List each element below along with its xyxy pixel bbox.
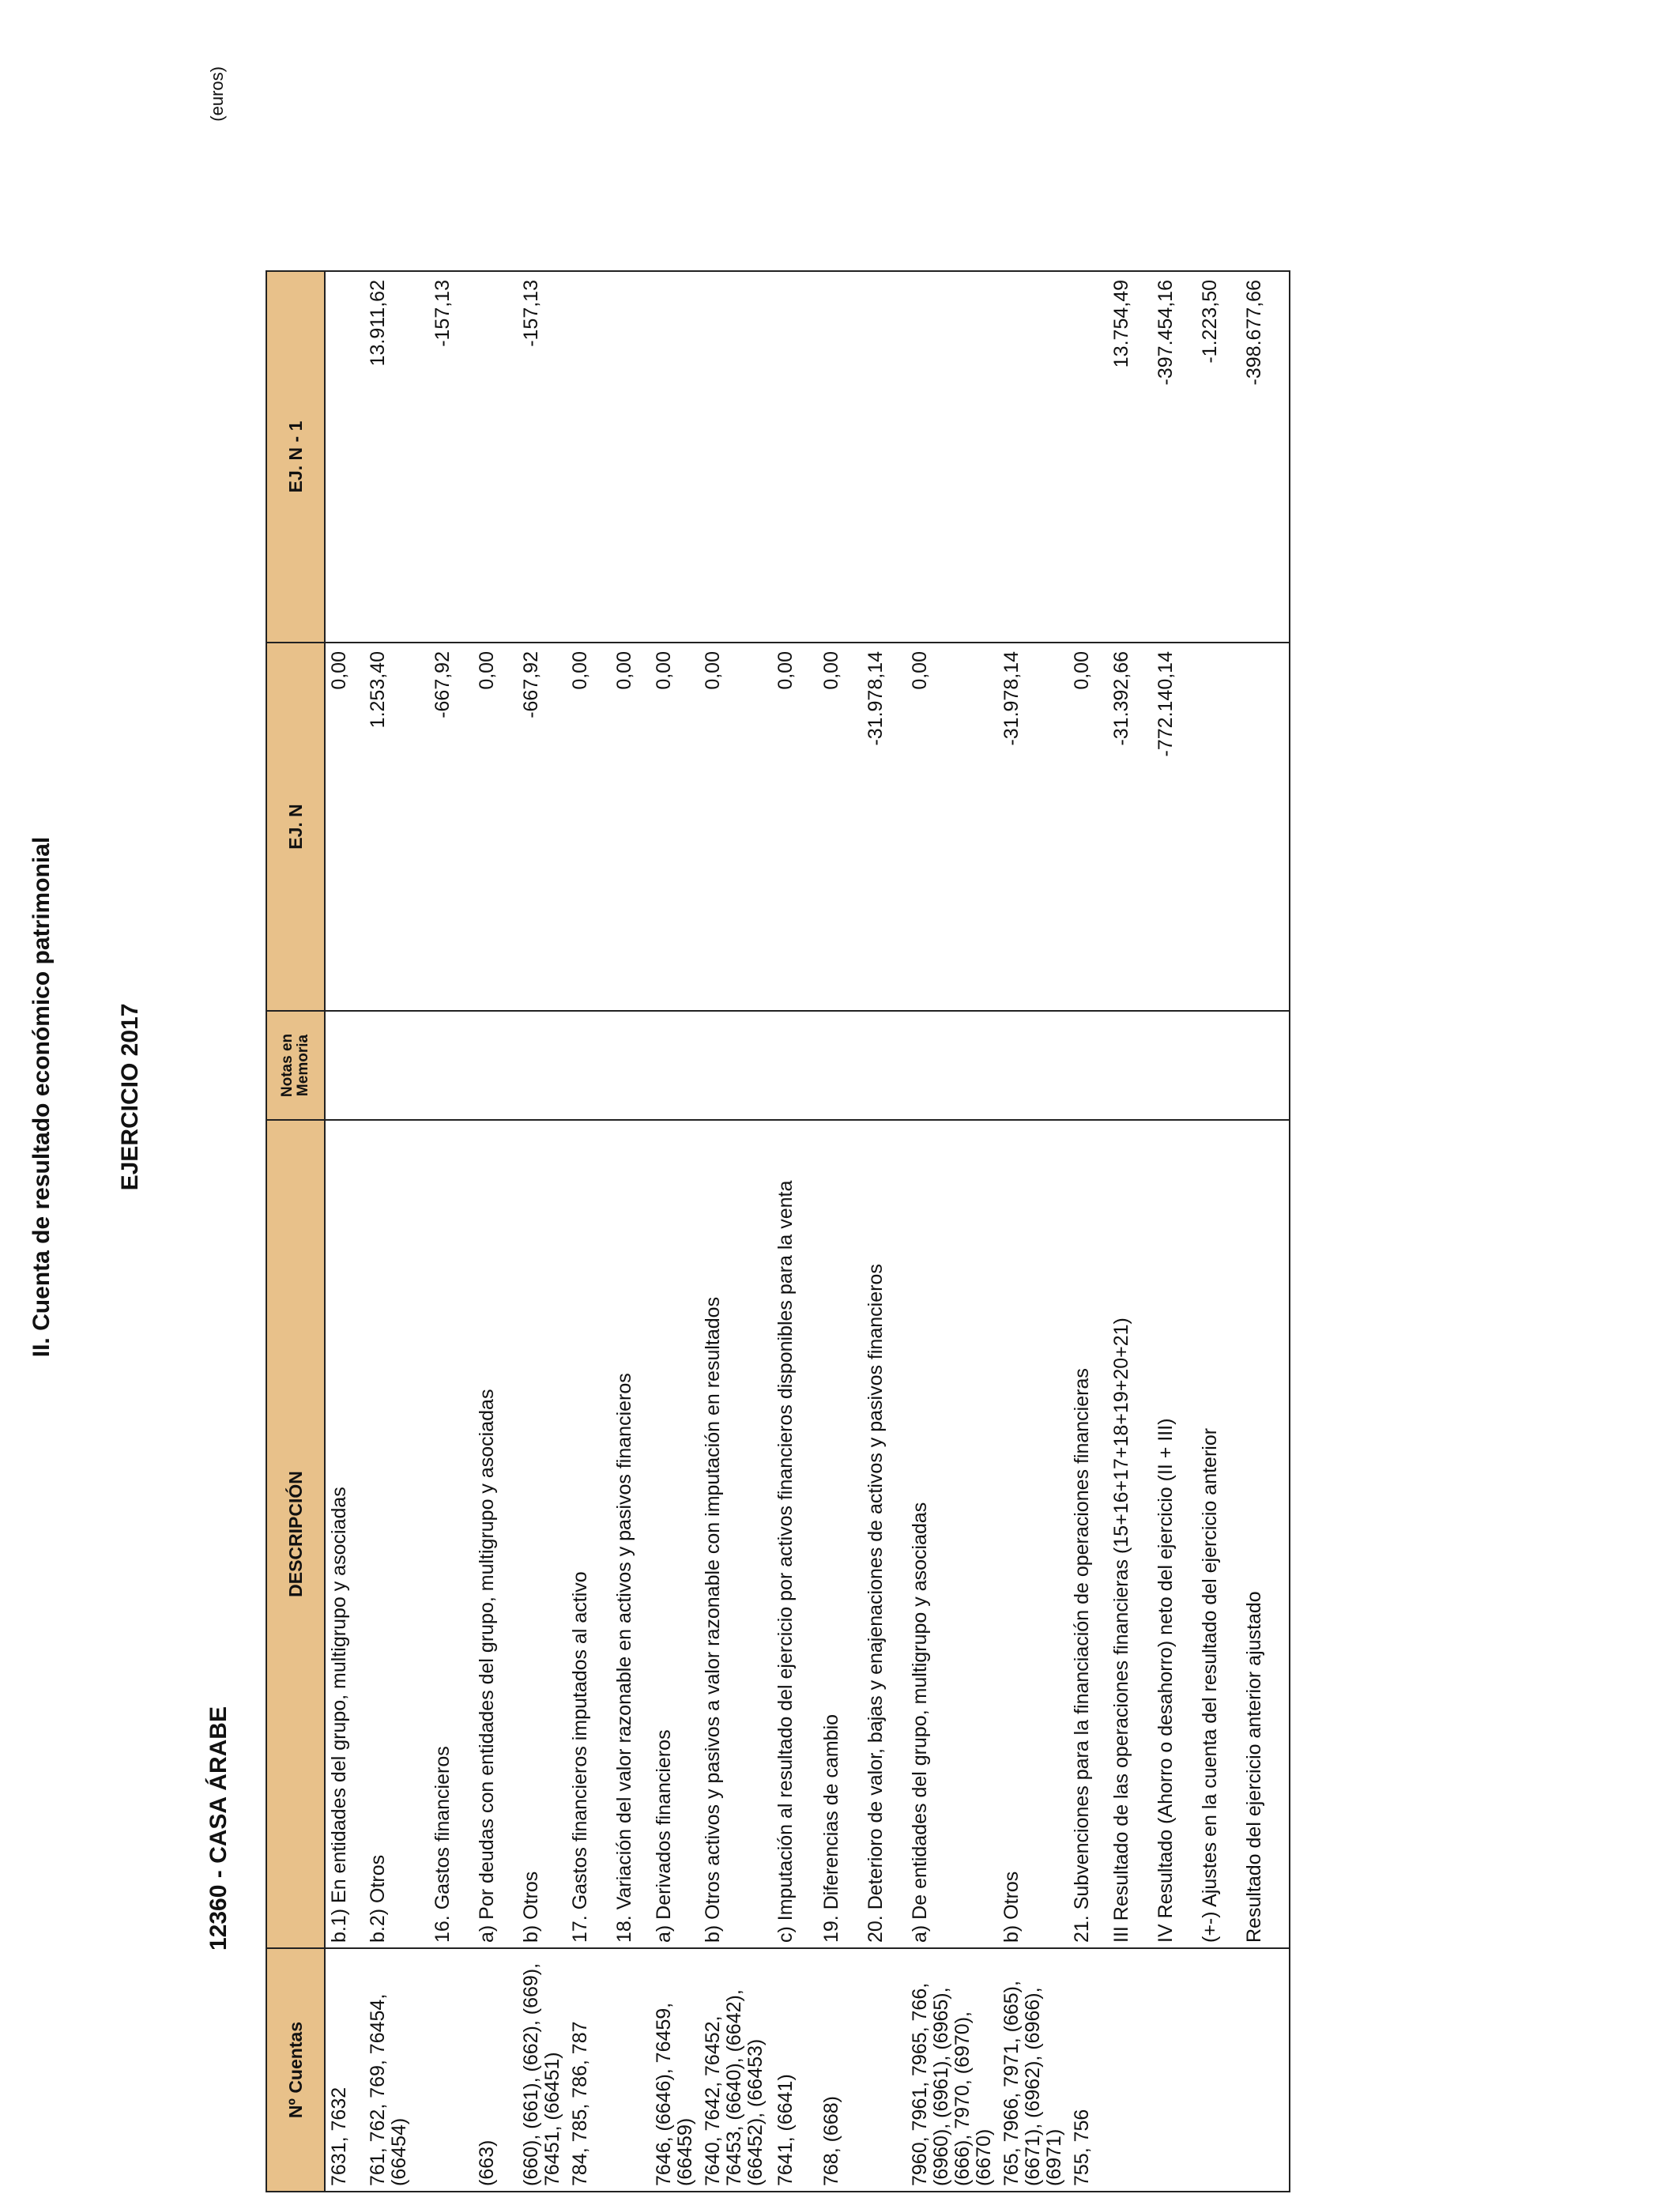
notes-cell <box>862 1011 906 1120</box>
previous-year-value-cell: -398.677,66 <box>1241 271 1290 643</box>
previous-year-value-cell: 13.911,62 <box>364 271 429 643</box>
table-row <box>1196 271 1241 2192</box>
previous-year-value-cell <box>818 271 862 643</box>
current-year-value-cell: -31.392,66 <box>1108 643 1152 1011</box>
notes-cell <box>429 1011 473 1120</box>
description-cell: 16. Gastos financieros <box>429 1120 473 1948</box>
previous-year-value-cell: -1.223,50 <box>1196 271 1241 643</box>
account-codes-cell <box>862 1948 906 2192</box>
description-cell: b.2) Otros <box>364 1120 429 1948</box>
notes-cell <box>1068 1011 1108 1120</box>
account-codes-cell: 7631, 7632 <box>325 1948 364 2192</box>
account-codes-cell <box>429 1948 473 2192</box>
page-title: II. Cuenta de resultado económico patrimonial <box>28 836 55 1358</box>
previous-year-value-cell <box>1068 271 1108 643</box>
table-row <box>650 271 699 2192</box>
description-cell: c) Imputación al resultado del ejercicio por activos financieros disponibles para la venta <box>772 1120 818 1948</box>
table-row <box>364 271 429 2192</box>
table-row <box>611 271 650 2192</box>
table-row <box>325 271 364 2192</box>
current-year-value-cell: -31.978,14 <box>998 643 1068 1011</box>
account-codes-cell: (663) <box>473 1948 518 2192</box>
table-row <box>998 271 1068 2192</box>
column-header-accounts: Nº Cuentas <box>266 1948 325 2192</box>
previous-year-value-cell <box>699 271 772 643</box>
notes-cell <box>364 1011 429 1120</box>
description-cell: (+-) Ajustes en la cuenta del resultado del ejercicio anterior <box>1196 1120 1241 1948</box>
column-header-notes: Notas en Memoria <box>266 1011 325 1120</box>
previous-year-value-cell <box>611 271 650 643</box>
description-cell: 19. Diferencias de cambio <box>818 1120 862 1948</box>
table-row <box>518 271 567 2192</box>
table-header-row <box>266 271 325 2192</box>
description-cell: a) De entidades del grupo, multigrupo y asociadas <box>906 1120 998 1948</box>
table-row <box>567 271 611 2192</box>
current-year-value-cell: -667,92 <box>429 643 473 1011</box>
current-year-value-cell: 0,00 <box>567 643 611 1011</box>
notes-cell <box>325 1011 364 1120</box>
description-cell: b.1) En entidades del grupo, multigrupo y asociadas <box>325 1120 364 1948</box>
table-row <box>473 271 518 2192</box>
income-statement-table <box>266 270 1290 2192</box>
description-cell: III Resultado de las operaciones financieras (15+16+17+18+19+20+21) <box>1108 1120 1152 1948</box>
description-cell: 17. Gastos financieros imputados al activo <box>567 1120 611 1948</box>
description-cell: Resultado del ejercicio anterior ajustado <box>1241 1120 1290 1948</box>
table-row <box>1108 271 1152 2192</box>
account-codes-cell <box>611 1948 650 2192</box>
table-row <box>818 271 862 2192</box>
account-codes-cell: 784, 785, 786, 787 <box>567 1948 611 2192</box>
account-codes-cell: 7641, (6641) <box>772 1948 818 2192</box>
previous-year-value-cell <box>998 271 1068 643</box>
notes-cell <box>818 1011 862 1120</box>
table-row <box>1068 271 1108 2192</box>
table-row <box>699 271 772 2192</box>
previous-year-value-cell <box>650 271 699 643</box>
table-row <box>862 271 906 2192</box>
table-row <box>772 271 818 2192</box>
previous-year-value-cell <box>862 271 906 643</box>
notes-cell <box>772 1011 818 1120</box>
table-row <box>429 271 473 2192</box>
notes-cell <box>906 1011 998 1120</box>
notes-cell <box>1108 1011 1152 1120</box>
previous-year-value-cell <box>473 271 518 643</box>
notes-cell <box>1196 1011 1241 1120</box>
notes-cell <box>518 1011 567 1120</box>
previous-year-value-cell <box>325 271 364 643</box>
current-year-value-cell: 0,00 <box>650 643 699 1011</box>
column-header-previous-year: EJ. N - 1 <box>266 271 325 643</box>
notes-cell <box>998 1011 1068 1120</box>
notes-cell <box>650 1011 699 1120</box>
description-cell: 21. Subvenciones para la financiación de operaciones financieras <box>1068 1120 1108 1948</box>
fiscal-year-heading: EJERCICIO 2017 <box>117 1003 143 1191</box>
account-codes-cell: 7960, 7961, 7965, 766, (6960), (6961), (6965), (666), 7970, (6970), (6670) <box>906 1948 998 2192</box>
column-header-description: DESCRIPCIÓN <box>266 1120 325 1948</box>
entity-name: 12360 - CASA ÁRABE <box>205 1706 232 1951</box>
account-codes-cell <box>1108 1948 1152 2192</box>
table-row <box>1152 271 1196 2192</box>
previous-year-value-cell: -397.454,16 <box>1152 271 1196 643</box>
account-codes-cell <box>1196 1948 1241 2192</box>
current-year-value-cell: 0,00 <box>699 643 772 1011</box>
current-year-value-cell <box>1241 643 1290 1011</box>
account-codes-cell: 765, 7966, 7971, (665), (6671), (6962), (6966), (6971) <box>998 1948 1068 2192</box>
account-codes-cell: 7646, (6646), 76459, (66459) <box>650 1948 699 2192</box>
description-cell: a) Por deudas con entidades del grupo, multigrupo y asociadas <box>473 1120 518 1948</box>
account-codes-cell <box>1241 1948 1290 2192</box>
description-cell: b) Otros activos y pasivos a valor razonable con imputación en resultados <box>699 1120 772 1948</box>
current-year-value-cell: -772.140,14 <box>1152 643 1196 1011</box>
account-codes-cell: 7640, 7642, 76452, 76453, (6640), (6642), (66452), (66453) <box>699 1948 772 2192</box>
notes-cell <box>567 1011 611 1120</box>
current-year-value-cell: 0,00 <box>1068 643 1108 1011</box>
description-cell: b) Otros <box>518 1120 567 1948</box>
description-cell: IV Resultado (Ahorro o desahorro) neto del ejercicio (II + III) <box>1152 1120 1196 1948</box>
currency-units: (euros) <box>207 66 227 122</box>
previous-year-value-cell <box>906 271 998 643</box>
description-cell: 20. Deterioro de valor, bajas y enajenaciones de activos y pasivos financieros <box>862 1120 906 1948</box>
account-codes-cell: 761, 762, 769, 76454, (66454) <box>364 1948 429 2192</box>
current-year-value-cell: 0,00 <box>906 643 998 1011</box>
description-cell: a) Derivados financieros <box>650 1120 699 1948</box>
current-year-value-cell: 0,00 <box>325 643 364 1011</box>
notes-cell <box>699 1011 772 1120</box>
description-cell: b) Otros <box>998 1120 1068 1948</box>
notes-cell <box>611 1011 650 1120</box>
table-body <box>325 271 1290 2192</box>
current-year-value-cell: 0,00 <box>772 643 818 1011</box>
account-codes-cell: 768, (668) <box>818 1948 862 2192</box>
current-year-value-cell: -667,92 <box>518 643 567 1011</box>
current-year-value-cell: 0,00 <box>818 643 862 1011</box>
previous-year-value-cell: 13.754,49 <box>1108 271 1152 643</box>
account-codes-cell: 755, 756 <box>1068 1948 1108 2192</box>
previous-year-value-cell: -157,13 <box>429 271 473 643</box>
previous-year-value-cell: -157,13 <box>518 271 567 643</box>
account-codes-cell <box>1152 1948 1196 2192</box>
description-cell: 18. Variación del valor razonable en activos y pasivos financieros <box>611 1120 650 1948</box>
table-row <box>1241 271 1290 2192</box>
notes-cell <box>473 1011 518 1120</box>
current-year-value-cell: -31.978,14 <box>862 643 906 1011</box>
previous-year-value-cell <box>772 271 818 643</box>
notes-cell <box>1241 1011 1290 1120</box>
previous-year-value-cell <box>567 271 611 643</box>
account-codes-cell: (660), (661), (662), (669), 76451, (66451) <box>518 1948 567 2192</box>
notes-cell <box>1152 1011 1196 1120</box>
table-row <box>906 271 998 2192</box>
current-year-value-cell: 1.253,40 <box>364 643 429 1011</box>
current-year-value-cell: 0,00 <box>611 643 650 1011</box>
current-year-value-cell: 0,00 <box>473 643 518 1011</box>
current-year-value-cell <box>1196 643 1241 1011</box>
column-header-current-year: EJ. N <box>266 643 325 1011</box>
